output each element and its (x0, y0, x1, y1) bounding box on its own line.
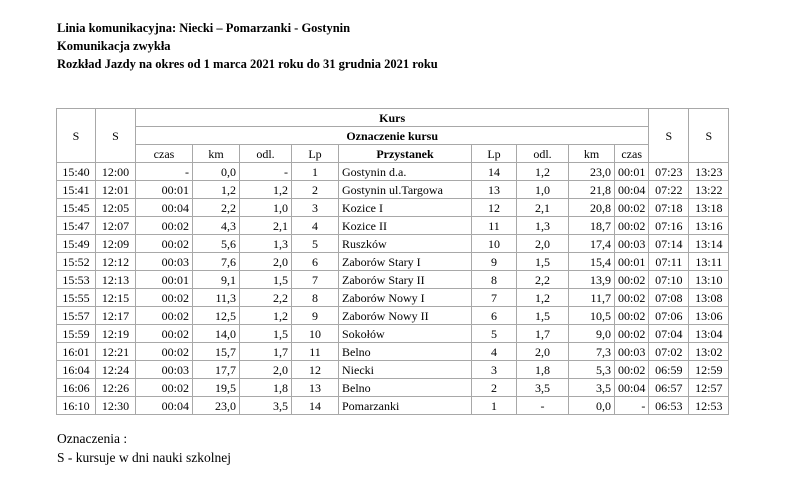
cell-km-return: 13,9 (569, 271, 615, 289)
col-lp: Lp (292, 145, 339, 163)
right-s-header-2: S (689, 109, 729, 163)
cell-odl: 1,5 (240, 271, 292, 289)
cell-odl-return: - (517, 397, 569, 415)
cell-s1: 16:10 (57, 397, 96, 415)
cell-odl: 1,8 (240, 379, 292, 397)
cell-odl: 2,0 (240, 361, 292, 379)
table-row (57, 253, 729, 271)
col-przystanek: Przystanek (339, 145, 472, 163)
cell-lp-return: 8 (472, 271, 517, 289)
cell-lp: 5 (292, 235, 339, 253)
cell-s1: 15:47 (57, 217, 96, 235)
cell-odl: 1,7 (240, 343, 292, 361)
cell-lp-return: 3 (472, 361, 517, 379)
cell-s3: 06:53 (649, 397, 689, 415)
col-odl-return: odl. (517, 145, 569, 163)
cell-czas-return: 00:02 (615, 199, 649, 217)
cell-s2: 12:00 (96, 163, 136, 181)
cell-s3: 07:11 (649, 253, 689, 271)
cell-s4: 13:11 (689, 253, 729, 271)
cell-km-return: 5,3 (569, 361, 615, 379)
cell-odl: 2,1 (240, 217, 292, 235)
cell-s4: 13:16 (689, 217, 729, 235)
cell-km: 15,7 (193, 343, 240, 361)
cell-s2: 12:21 (96, 343, 136, 361)
cell-czas: 00:03 (136, 253, 193, 271)
cell-czas: 00:02 (136, 235, 193, 253)
cell-s2: 12:19 (96, 325, 136, 343)
cell-km-return: 17,4 (569, 235, 615, 253)
table-row (57, 379, 729, 397)
col-km: km (193, 145, 240, 163)
cell-s3: 06:59 (649, 361, 689, 379)
cell-s1: 15:59 (57, 325, 96, 343)
cell-s4: 12:53 (689, 397, 729, 415)
cell-przystanek: Pomarzanki (339, 397, 472, 415)
cell-odl-return: 1,2 (517, 289, 569, 307)
cell-odl-return: 2,0 (517, 235, 569, 253)
cell-czas-return: 00:03 (615, 343, 649, 361)
cell-km-return: 15,4 (569, 253, 615, 271)
cell-s4: 13:22 (689, 181, 729, 199)
cell-s4: 12:57 (689, 379, 729, 397)
cell-lp-return: 14 (472, 163, 517, 181)
cell-odl-return: 2,1 (517, 199, 569, 217)
cell-odl: - (240, 163, 292, 181)
cell-km-return: 18,7 (569, 217, 615, 235)
cell-odl-return: 3,5 (517, 379, 569, 397)
cell-odl: 1,3 (240, 235, 292, 253)
cell-s1: 15:53 (57, 271, 96, 289)
cell-przystanek: Zaborów Nowy I (339, 289, 472, 307)
cell-czas: 00:02 (136, 289, 193, 307)
cell-czas-return: 00:01 (615, 253, 649, 271)
cell-s2: 12:26 (96, 379, 136, 397)
cell-czas: 00:02 (136, 379, 193, 397)
cell-przystanek: Niecki (339, 361, 472, 379)
cell-czas-return: 00:04 (615, 379, 649, 397)
cell-km: 19,5 (193, 379, 240, 397)
cell-km-return: 21,8 (569, 181, 615, 199)
table-row (57, 397, 729, 415)
cell-lp: 3 (292, 199, 339, 217)
cell-lp: 12 (292, 361, 339, 379)
cell-km-return: 20,8 (569, 199, 615, 217)
cell-odl: 1,0 (240, 199, 292, 217)
cell-czas-return: 00:03 (615, 235, 649, 253)
table-row (57, 307, 729, 325)
cell-s3: 07:06 (649, 307, 689, 325)
cell-s4: 13:08 (689, 289, 729, 307)
cell-odl-return: 2,2 (517, 271, 569, 289)
cell-lp: 7 (292, 271, 339, 289)
cell-odl: 3,5 (240, 397, 292, 415)
cell-s2: 12:12 (96, 253, 136, 271)
cell-km-return: 10,5 (569, 307, 615, 325)
cell-przystanek: Sokołów (339, 325, 472, 343)
cell-km: 12,5 (193, 307, 240, 325)
cell-czas: - (136, 163, 193, 181)
cell-s3: 07:02 (649, 343, 689, 361)
cell-s2: 12:01 (96, 181, 136, 199)
cell-czas: 00:02 (136, 343, 193, 361)
table-row (57, 163, 729, 181)
sub-header-row (57, 145, 729, 163)
cell-czas-return: 00:04 (615, 181, 649, 199)
cell-s1: 16:04 (57, 361, 96, 379)
right-s-header-1: S (649, 109, 689, 163)
cell-lp-return: 11 (472, 217, 517, 235)
cell-czas-return: - (615, 397, 649, 415)
col-czas: czas (136, 145, 193, 163)
cell-km: 2,2 (193, 199, 240, 217)
cell-s3: 07:14 (649, 235, 689, 253)
cell-km: 14,0 (193, 325, 240, 343)
cell-km: 0,0 (193, 163, 240, 181)
cell-s4: 13:23 (689, 163, 729, 181)
cell-s1: 15:40 (57, 163, 96, 181)
col-lp-return: Lp (472, 145, 517, 163)
table-row (57, 217, 729, 235)
cell-czas: 00:01 (136, 181, 193, 199)
cell-czas-return: 00:01 (615, 163, 649, 181)
cell-s3: 07:04 (649, 325, 689, 343)
cell-s4: 13:02 (689, 343, 729, 361)
oznaczenie-header: Oznaczenie kursu (136, 127, 649, 145)
legend-title: Oznaczenia : (57, 431, 128, 446)
cell-km: 5,6 (193, 235, 240, 253)
cell-s3: 07:16 (649, 217, 689, 235)
cell-odl-return: 2,0 (517, 343, 569, 361)
cell-km-return: 0,0 (569, 397, 615, 415)
cell-odl: 1,2 (240, 181, 292, 199)
cell-km: 23,0 (193, 397, 240, 415)
cell-odl-return: 1,3 (517, 217, 569, 235)
cell-s2: 12:30 (96, 397, 136, 415)
cell-lp: 8 (292, 289, 339, 307)
cell-km: 11,3 (193, 289, 240, 307)
cell-czas: 00:03 (136, 361, 193, 379)
cell-czas: 00:04 (136, 199, 193, 217)
cell-czas-return: 00:02 (615, 325, 649, 343)
cell-przystanek: Ruszków (339, 235, 472, 253)
cell-lp: 11 (292, 343, 339, 361)
cell-s4: 13:06 (689, 307, 729, 325)
table-row (57, 181, 729, 199)
cell-lp: 1 (292, 163, 339, 181)
cell-odl-return: 1,2 (517, 163, 569, 181)
cell-lp-return: 9 (472, 253, 517, 271)
cell-czas: 00:01 (136, 271, 193, 289)
cell-lp-return: 1 (472, 397, 517, 415)
table-row (57, 289, 729, 307)
cell-lp-return: 10 (472, 235, 517, 253)
cell-km: 17,7 (193, 361, 240, 379)
cell-przystanek: Belno (339, 379, 472, 397)
cell-odl-return: 1,5 (517, 253, 569, 271)
cell-s3: 07:23 (649, 163, 689, 181)
cell-s2: 12:17 (96, 307, 136, 325)
cell-przystanek: Belno (339, 343, 472, 361)
cell-czas: 00:02 (136, 307, 193, 325)
cell-lp: 10 (292, 325, 339, 343)
cell-s3: 07:18 (649, 199, 689, 217)
cell-s1: 15:45 (57, 199, 96, 217)
cell-lp-return: 7 (472, 289, 517, 307)
cell-s2: 12:13 (96, 271, 136, 289)
cell-s4: 13:04 (689, 325, 729, 343)
cell-s4: 13:10 (689, 271, 729, 289)
cell-lp-return: 4 (472, 343, 517, 361)
cell-przystanek: Kozice II (339, 217, 472, 235)
cell-odl-return: 1,8 (517, 361, 569, 379)
cell-s1: 16:06 (57, 379, 96, 397)
cell-odl: 1,2 (240, 307, 292, 325)
cell-s1: 16:01 (57, 343, 96, 361)
kurs-header: Kurs (136, 109, 649, 127)
cell-czas: 00:02 (136, 325, 193, 343)
col-odl: odl. (240, 145, 292, 163)
cell-km-return: 11,7 (569, 289, 615, 307)
cell-czas-return: 00:02 (615, 271, 649, 289)
cell-odl: 2,2 (240, 289, 292, 307)
cell-s3: 07:08 (649, 289, 689, 307)
table-row (57, 199, 729, 217)
cell-lp: 9 (292, 307, 339, 325)
cell-s2: 12:09 (96, 235, 136, 253)
cell-km-return: 9,0 (569, 325, 615, 343)
cell-s4: 12:59 (689, 361, 729, 379)
cell-km: 1,2 (193, 181, 240, 199)
cell-przystanek: Zaborów Stary I (339, 253, 472, 271)
cell-s4: 13:14 (689, 235, 729, 253)
cell-lp: 6 (292, 253, 339, 271)
cell-s1: 15:57 (57, 307, 96, 325)
legend-item: S - kursuje w dni nauki szkolnej (57, 450, 231, 465)
cell-czas: 00:04 (136, 397, 193, 415)
timetable (56, 108, 729, 415)
line-title: Linia komunikacyjna: Niecki – Pomarzanki - Gostynin (57, 21, 351, 35)
cell-s1: 15:41 (57, 181, 96, 199)
validity-period: Rozkład Jazdy na okres od 1 marca 2021 roku do 31 grudnia 2021 roku (57, 57, 438, 71)
cell-s1: 15:49 (57, 235, 96, 253)
cell-s3: 07:22 (649, 181, 689, 199)
cell-km-return: 7,3 (569, 343, 615, 361)
cell-km: 9,1 (193, 271, 240, 289)
cell-lp: 4 (292, 217, 339, 235)
service-type: Komunikacja zwykła (57, 39, 171, 53)
cell-przystanek: Zaborów Stary II (339, 271, 472, 289)
cell-lp-return: 5 (472, 325, 517, 343)
cell-s4: 13:18 (689, 199, 729, 217)
cell-odl-return: 1,5 (517, 307, 569, 325)
cell-km: 7,6 (193, 253, 240, 271)
cell-km-return: 3,5 (569, 379, 615, 397)
cell-przystanek: Gostynin d.a. (339, 163, 472, 181)
cell-s1: 15:55 (57, 289, 96, 307)
cell-czas-return: 00:02 (615, 289, 649, 307)
cell-czas-return: 00:02 (615, 217, 649, 235)
table-row (57, 361, 729, 379)
cell-lp-return: 13 (472, 181, 517, 199)
table-row (57, 343, 729, 361)
left-s-header-1: S (57, 109, 96, 163)
cell-czas-return: 00:02 (615, 361, 649, 379)
cell-czas: 00:02 (136, 217, 193, 235)
col-km-return: km (569, 145, 615, 163)
cell-s3: 07:10 (649, 271, 689, 289)
table-row (57, 271, 729, 289)
cell-s2: 12:15 (96, 289, 136, 307)
cell-czas-return: 00:02 (615, 307, 649, 325)
cell-lp: 14 (292, 397, 339, 415)
cell-lp: 13 (292, 379, 339, 397)
cell-s2: 12:05 (96, 199, 136, 217)
cell-lp-return: 12 (472, 199, 517, 217)
table-row (57, 325, 729, 343)
cell-s3: 06:57 (649, 379, 689, 397)
cell-lp: 2 (292, 181, 339, 199)
cell-lp-return: 2 (472, 379, 517, 397)
cell-s2: 12:24 (96, 361, 136, 379)
table-row (57, 235, 729, 253)
left-s-header-2: S (96, 109, 136, 163)
cell-s2: 12:07 (96, 217, 136, 235)
cell-lp-return: 6 (472, 307, 517, 325)
cell-przystanek: Gostynin ul.Targowa (339, 181, 472, 199)
cell-przystanek: Kozice I (339, 199, 472, 217)
cell-odl-return: 1,0 (517, 181, 569, 199)
cell-odl-return: 1,7 (517, 325, 569, 343)
cell-odl: 2,0 (240, 253, 292, 271)
col-czas-return: czas (615, 145, 649, 163)
cell-s1: 15:52 (57, 253, 96, 271)
cell-przystanek: Zaborów Nowy II (339, 307, 472, 325)
cell-odl: 1,5 (240, 325, 292, 343)
cell-km-return: 23,0 (569, 163, 615, 181)
cell-km: 4,3 (193, 217, 240, 235)
